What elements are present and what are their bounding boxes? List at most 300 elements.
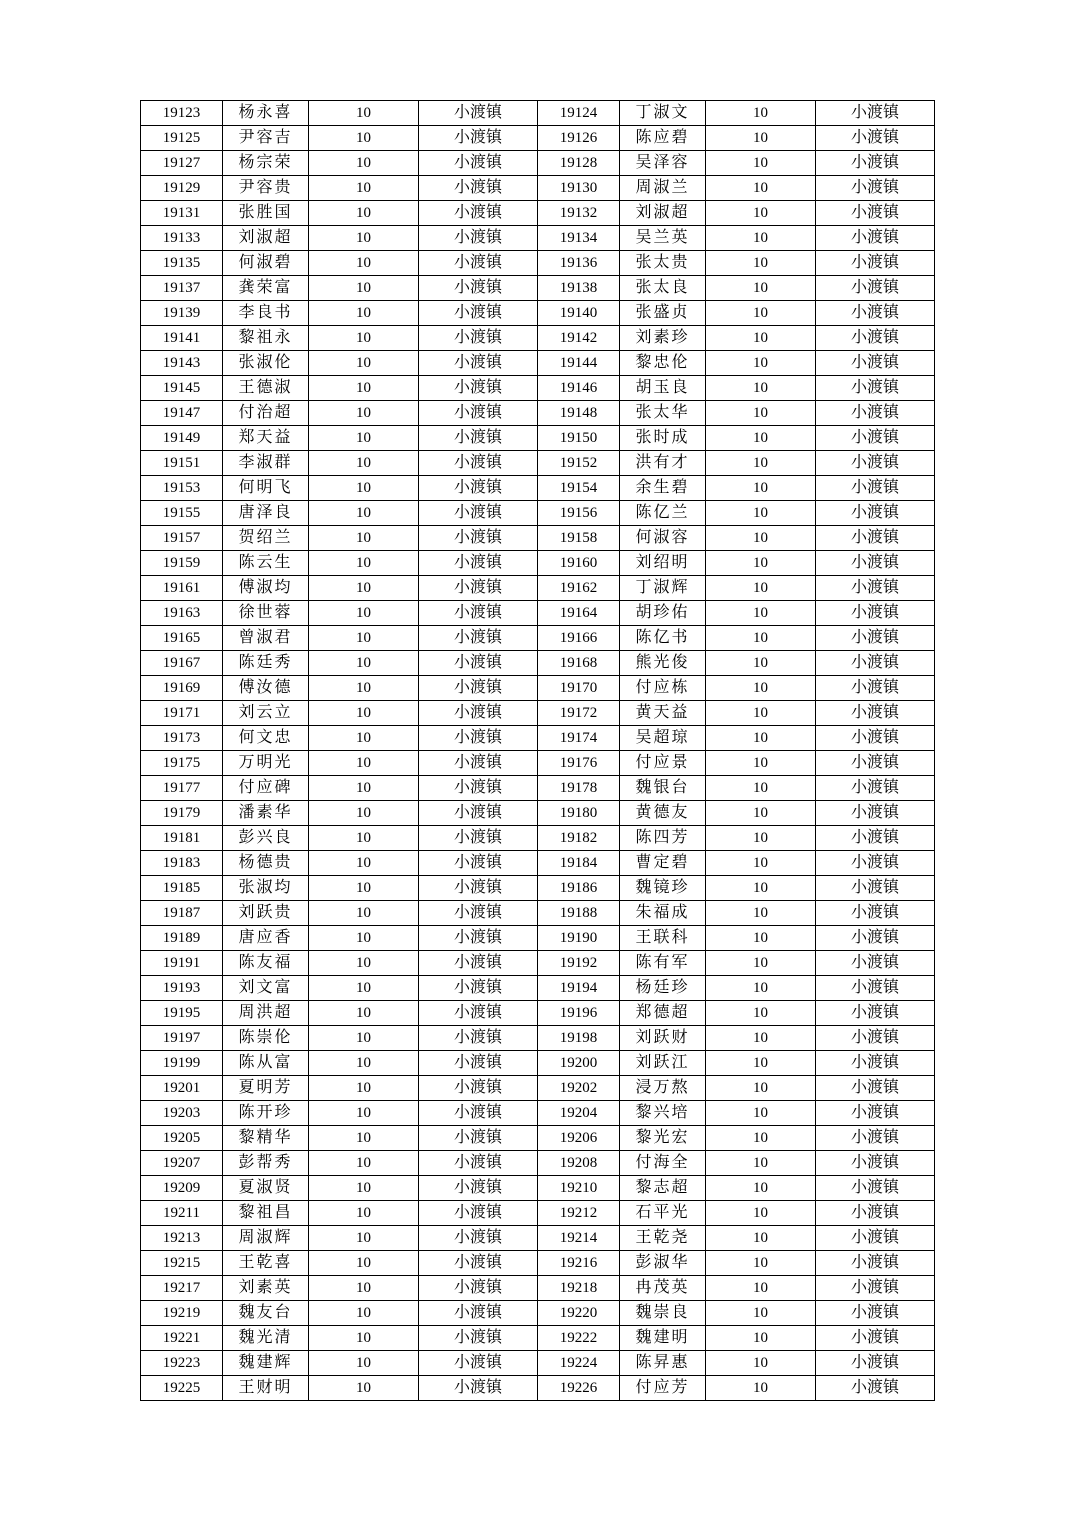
amount-cell: 10: [309, 1051, 419, 1076]
record-id-cell: 19140: [538, 301, 620, 326]
town-cell: 小渡镇: [816, 776, 935, 801]
record-name-cell: 曾淑君: [223, 626, 309, 651]
amount-cell: 10: [309, 501, 419, 526]
town-cell: 小渡镇: [816, 1351, 935, 1376]
table-row: [141, 1176, 935, 1201]
record-name-cell: 杨德贵: [223, 851, 309, 876]
record-id-cell: 19193: [141, 976, 223, 1001]
table-row: [141, 376, 935, 401]
table-row: [141, 601, 935, 626]
record-name-cell: 陈云生: [223, 551, 309, 576]
table-row: [141, 401, 935, 426]
record-name-cell: 杨宗荣: [223, 151, 309, 176]
town-cell: 小渡镇: [816, 876, 935, 901]
record-name-cell: 尹容吉: [223, 126, 309, 151]
record-name-cell: 吴泽容: [620, 151, 706, 176]
town-cell: 小渡镇: [419, 551, 538, 576]
amount-cell: 10: [706, 1376, 816, 1401]
town-cell: 小渡镇: [419, 1101, 538, 1126]
amount-cell: 10: [706, 1326, 816, 1351]
amount-cell: 10: [309, 526, 419, 551]
record-id-cell: 19226: [538, 1376, 620, 1401]
table-row: [141, 1026, 935, 1051]
record-name-cell: 夏明芳: [223, 1076, 309, 1101]
town-cell: 小渡镇: [419, 1076, 538, 1101]
town-cell: 小渡镇: [419, 751, 538, 776]
record-name-cell: 黎光宏: [620, 1126, 706, 1151]
record-id-cell: 19136: [538, 251, 620, 276]
amount-cell: 10: [706, 151, 816, 176]
record-id-cell: 19222: [538, 1326, 620, 1351]
record-name-cell: 陈开珍: [223, 1101, 309, 1126]
record-id-cell: 19169: [141, 676, 223, 701]
town-cell: 小渡镇: [816, 151, 935, 176]
town-cell: 小渡镇: [816, 701, 935, 726]
amount-cell: 10: [309, 126, 419, 151]
town-cell: 小渡镇: [419, 1326, 538, 1351]
town-cell: 小渡镇: [419, 1051, 538, 1076]
amount-cell: 10: [706, 1076, 816, 1101]
amount-cell: 10: [309, 326, 419, 351]
amount-cell: 10: [706, 851, 816, 876]
amount-cell: 10: [706, 976, 816, 1001]
record-name-cell: 尹容贵: [223, 176, 309, 201]
amount-cell: 10: [309, 901, 419, 926]
record-id-cell: 19179: [141, 801, 223, 826]
record-name-cell: 刘文富: [223, 976, 309, 1001]
record-name-cell: 曹定碧: [620, 851, 706, 876]
table-row: [141, 876, 935, 901]
town-cell: 小渡镇: [816, 1276, 935, 1301]
record-name-cell: 徐世蓉: [223, 601, 309, 626]
table-row: [141, 426, 935, 451]
town-cell: 小渡镇: [816, 426, 935, 451]
record-name-cell: 魏建明: [620, 1326, 706, 1351]
record-id-cell: 19173: [141, 726, 223, 751]
record-name-cell: 陈廷秀: [223, 651, 309, 676]
amount-cell: 10: [706, 176, 816, 201]
amount-cell: 10: [309, 426, 419, 451]
amount-cell: 10: [706, 926, 816, 951]
table-row: [141, 651, 935, 676]
amount-cell: 10: [309, 976, 419, 1001]
amount-cell: 10: [706, 276, 816, 301]
town-cell: 小渡镇: [816, 451, 935, 476]
record-id-cell: 19130: [538, 176, 620, 201]
record-name-cell: 何明飞: [223, 476, 309, 501]
amount-cell: 10: [309, 1001, 419, 1026]
table-row: [141, 551, 935, 576]
table-row: [141, 276, 935, 301]
table-row: [141, 726, 935, 751]
table-row: [141, 901, 935, 926]
town-cell: 小渡镇: [816, 1301, 935, 1326]
amount-cell: 10: [309, 601, 419, 626]
record-name-cell: 刘跃江: [620, 1051, 706, 1076]
amount-cell: 10: [706, 101, 816, 126]
record-id-cell: 19212: [538, 1201, 620, 1226]
amount-cell: 10: [309, 651, 419, 676]
table-row: [141, 1226, 935, 1251]
record-id-cell: 19194: [538, 976, 620, 1001]
town-cell: 小渡镇: [419, 801, 538, 826]
town-cell: 小渡镇: [816, 226, 935, 251]
record-name-cell: 刘素英: [223, 1276, 309, 1301]
town-cell: 小渡镇: [419, 1176, 538, 1201]
amount-cell: 10: [309, 926, 419, 951]
record-id-cell: 19128: [538, 151, 620, 176]
record-id-cell: 19143: [141, 351, 223, 376]
record-name-cell: 黎兴培: [620, 1101, 706, 1126]
amount-cell: 10: [706, 676, 816, 701]
record-name-cell: 刘云立: [223, 701, 309, 726]
record-name-cell: 吴超琼: [620, 726, 706, 751]
record-id-cell: 19167: [141, 651, 223, 676]
table-row: [141, 251, 935, 276]
record-id-cell: 19202: [538, 1076, 620, 1101]
record-name-cell: 张盛贞: [620, 301, 706, 326]
town-cell: 小渡镇: [419, 326, 538, 351]
record-id-cell: 19216: [538, 1251, 620, 1276]
town-cell: 小渡镇: [816, 801, 935, 826]
record-id-cell: 19131: [141, 201, 223, 226]
town-cell: 小渡镇: [816, 276, 935, 301]
table-row: [141, 701, 935, 726]
amount-cell: 10: [706, 1226, 816, 1251]
record-name-cell: 黎祖永: [223, 326, 309, 351]
town-cell: 小渡镇: [816, 676, 935, 701]
amount-cell: 10: [706, 601, 816, 626]
town-cell: 小渡镇: [816, 826, 935, 851]
amount-cell: 10: [706, 426, 816, 451]
town-cell: 小渡镇: [816, 901, 935, 926]
amount-cell: 10: [706, 1351, 816, 1376]
amount-cell: 10: [309, 1201, 419, 1226]
town-cell: 小渡镇: [816, 326, 935, 351]
record-id-cell: 19182: [538, 826, 620, 851]
record-name-cell: 付应芳: [620, 1376, 706, 1401]
amount-cell: 10: [706, 476, 816, 501]
amount-cell: 10: [706, 451, 816, 476]
amount-cell: 10: [309, 176, 419, 201]
record-name-cell: 傅淑均: [223, 576, 309, 601]
amount-cell: 10: [706, 1101, 816, 1126]
table-row: [141, 1301, 935, 1326]
record-id-cell: 19137: [141, 276, 223, 301]
record-id-cell: 19124: [538, 101, 620, 126]
town-cell: 小渡镇: [816, 476, 935, 501]
table-row: [141, 526, 935, 551]
town-cell: 小渡镇: [419, 1151, 538, 1176]
table-row: [141, 1276, 935, 1301]
record-name-cell: 何淑容: [620, 526, 706, 551]
record-id-cell: 19214: [538, 1226, 620, 1251]
record-id-cell: 19148: [538, 401, 620, 426]
record-name-cell: 熊光俊: [620, 651, 706, 676]
record-name-cell: 陈友福: [223, 951, 309, 976]
town-cell: 小渡镇: [816, 176, 935, 201]
town-cell: 小渡镇: [419, 876, 538, 901]
town-cell: 小渡镇: [419, 651, 538, 676]
record-id-cell: 19160: [538, 551, 620, 576]
table-row: [141, 576, 935, 601]
town-cell: 小渡镇: [816, 976, 935, 1001]
record-id-cell: 19218: [538, 1276, 620, 1301]
record-name-cell: 周淑辉: [223, 1226, 309, 1251]
record-name-cell: 黎忠伦: [620, 351, 706, 376]
amount-cell: 10: [706, 901, 816, 926]
town-cell: 小渡镇: [419, 251, 538, 276]
record-id-cell: 19205: [141, 1126, 223, 1151]
amount-cell: 10: [309, 726, 419, 751]
amount-cell: 10: [309, 576, 419, 601]
town-cell: 小渡镇: [816, 301, 935, 326]
record-id-cell: 19208: [538, 1151, 620, 1176]
town-cell: 小渡镇: [419, 376, 538, 401]
amount-cell: 10: [309, 626, 419, 651]
table-row: [141, 326, 935, 351]
record-id-cell: 19168: [538, 651, 620, 676]
amount-cell: 10: [706, 651, 816, 676]
table-row: [141, 1326, 935, 1351]
town-cell: 小渡镇: [419, 701, 538, 726]
amount-cell: 10: [706, 1026, 816, 1051]
record-id-cell: 19135: [141, 251, 223, 276]
town-cell: 小渡镇: [419, 901, 538, 926]
amount-cell: 10: [706, 951, 816, 976]
record-id-cell: 19156: [538, 501, 620, 526]
record-id-cell: 19159: [141, 551, 223, 576]
record-id-cell: 19183: [141, 851, 223, 876]
record-name-cell: 张太华: [620, 401, 706, 426]
town-cell: 小渡镇: [419, 401, 538, 426]
town-cell: 小渡镇: [419, 276, 538, 301]
town-cell: 小渡镇: [419, 1026, 538, 1051]
town-cell: 小渡镇: [816, 1251, 935, 1276]
town-cell: 小渡镇: [816, 851, 935, 876]
amount-cell: 10: [706, 726, 816, 751]
town-cell: 小渡镇: [816, 1051, 935, 1076]
town-cell: 小渡镇: [816, 401, 935, 426]
record-name-cell: 陈四芳: [620, 826, 706, 851]
table-row: [141, 676, 935, 701]
town-cell: 小渡镇: [816, 1376, 935, 1401]
record-id-cell: 19200: [538, 1051, 620, 1076]
record-id-cell: 19191: [141, 951, 223, 976]
town-cell: 小渡镇: [816, 376, 935, 401]
record-id-cell: 19170: [538, 676, 620, 701]
record-id-cell: 19129: [141, 176, 223, 201]
town-cell: 小渡镇: [816, 1326, 935, 1351]
town-cell: 小渡镇: [419, 476, 538, 501]
record-id-cell: 19150: [538, 426, 620, 451]
record-name-cell: 魏银台: [620, 776, 706, 801]
amount-cell: 10: [309, 1226, 419, 1251]
amount-cell: 10: [706, 626, 816, 651]
record-name-cell: 陈亿书: [620, 626, 706, 651]
table-row: [141, 1076, 935, 1101]
amount-cell: 10: [706, 401, 816, 426]
record-name-cell: 李良书: [223, 301, 309, 326]
record-id-cell: 19219: [141, 1301, 223, 1326]
town-cell: 小渡镇: [816, 551, 935, 576]
record-name-cell: 丁淑文: [620, 101, 706, 126]
town-cell: 小渡镇: [419, 951, 538, 976]
table-row: [141, 926, 935, 951]
table-row: [141, 826, 935, 851]
record-id-cell: 19198: [538, 1026, 620, 1051]
record-name-cell: 魏镜珍: [620, 876, 706, 901]
record-id-cell: 19203: [141, 1101, 223, 1126]
town-cell: 小渡镇: [816, 251, 935, 276]
town-cell: 小渡镇: [419, 1376, 538, 1401]
record-name-cell: 张太良: [620, 276, 706, 301]
record-name-cell: 杨廷珍: [620, 976, 706, 1001]
table-row: [141, 851, 935, 876]
record-name-cell: 黎祖昌: [223, 1201, 309, 1226]
table-row: [141, 1376, 935, 1401]
amount-cell: 10: [706, 226, 816, 251]
town-cell: 小渡镇: [816, 526, 935, 551]
town-cell: 小渡镇: [816, 1001, 935, 1026]
record-id-cell: 19165: [141, 626, 223, 651]
record-name-cell: 何淑碧: [223, 251, 309, 276]
record-id-cell: 19149: [141, 426, 223, 451]
record-name-cell: 魏光清: [223, 1326, 309, 1351]
record-name-cell: 黎精华: [223, 1126, 309, 1151]
record-name-cell: 贺绍兰: [223, 526, 309, 551]
record-name-cell: 李淑群: [223, 451, 309, 476]
amount-cell: 10: [309, 801, 419, 826]
town-cell: 小渡镇: [816, 601, 935, 626]
record-name-cell: 陈有军: [620, 951, 706, 976]
table-row: [141, 1001, 935, 1026]
record-name-cell: 王乾尧: [620, 1226, 706, 1251]
record-id-cell: 19145: [141, 376, 223, 401]
amount-cell: 10: [706, 351, 816, 376]
record-name-cell: 刘淑超: [223, 226, 309, 251]
amount-cell: 10: [706, 526, 816, 551]
amount-cell: 10: [309, 951, 419, 976]
record-name-cell: 张胜国: [223, 201, 309, 226]
record-name-cell: 付应碑: [223, 776, 309, 801]
record-id-cell: 19213: [141, 1226, 223, 1251]
town-cell: 小渡镇: [419, 426, 538, 451]
amount-cell: 10: [309, 101, 419, 126]
record-name-cell: 浸万熬: [620, 1076, 706, 1101]
record-id-cell: 19220: [538, 1301, 620, 1326]
record-id-cell: 19151: [141, 451, 223, 476]
record-id-cell: 19184: [538, 851, 620, 876]
record-name-cell: 陈亿兰: [620, 501, 706, 526]
amount-cell: 10: [309, 851, 419, 876]
amount-cell: 10: [706, 576, 816, 601]
record-id-cell: 19189: [141, 926, 223, 951]
record-id-cell: 19163: [141, 601, 223, 626]
record-name-cell: 夏淑贤: [223, 1176, 309, 1201]
amount-cell: 10: [706, 1301, 816, 1326]
record-id-cell: 19158: [538, 526, 620, 551]
record-name-cell: 付应栋: [620, 676, 706, 701]
record-name-cell: 傅汝德: [223, 676, 309, 701]
record-name-cell: 胡玉良: [620, 376, 706, 401]
table-row: [141, 176, 935, 201]
town-cell: 小渡镇: [419, 301, 538, 326]
table-row: [141, 1151, 935, 1176]
record-id-cell: 19196: [538, 1001, 620, 1026]
town-cell: 小渡镇: [816, 651, 935, 676]
amount-cell: 10: [706, 801, 816, 826]
amount-cell: 10: [309, 1076, 419, 1101]
record-name-cell: 黄德友: [620, 801, 706, 826]
amount-cell: 10: [309, 826, 419, 851]
town-cell: 小渡镇: [419, 201, 538, 226]
record-name-cell: 杨永喜: [223, 101, 309, 126]
record-id-cell: 19171: [141, 701, 223, 726]
amount-cell: 10: [706, 1051, 816, 1076]
town-cell: 小渡镇: [419, 151, 538, 176]
record-name-cell: 陈从富: [223, 1051, 309, 1076]
record-name-cell: 丁淑辉: [620, 576, 706, 601]
town-cell: 小渡镇: [816, 101, 935, 126]
record-id-cell: 19224: [538, 1351, 620, 1376]
record-id-cell: 19188: [538, 901, 620, 926]
amount-cell: 10: [309, 1326, 419, 1351]
record-id-cell: 19142: [538, 326, 620, 351]
town-cell: 小渡镇: [419, 851, 538, 876]
amount-cell: 10: [309, 676, 419, 701]
table-row: [141, 476, 935, 501]
amount-cell: 10: [706, 326, 816, 351]
amount-cell: 10: [706, 1251, 816, 1276]
record-id-cell: 19161: [141, 576, 223, 601]
record-name-cell: 刘绍明: [620, 551, 706, 576]
record-id-cell: 19125: [141, 126, 223, 151]
record-name-cell: 彭帮秀: [223, 1151, 309, 1176]
amount-cell: 10: [309, 226, 419, 251]
record-id-cell: 19225: [141, 1376, 223, 1401]
record-id-cell: 19144: [538, 351, 620, 376]
record-id-cell: 19147: [141, 401, 223, 426]
record-name-cell: 黄天益: [620, 701, 706, 726]
record-name-cell: 周淑兰: [620, 176, 706, 201]
amount-cell: 10: [309, 701, 419, 726]
amount-cell: 10: [706, 1151, 816, 1176]
amount-cell: 10: [309, 376, 419, 401]
town-cell: 小渡镇: [816, 501, 935, 526]
record-name-cell: 洪有才: [620, 451, 706, 476]
town-cell: 小渡镇: [419, 1226, 538, 1251]
amount-cell: 10: [309, 1376, 419, 1401]
record-id-cell: 19127: [141, 151, 223, 176]
record-id-cell: 19162: [538, 576, 620, 601]
table-row: [141, 1101, 935, 1126]
amount-cell: 10: [706, 201, 816, 226]
record-id-cell: 19126: [538, 126, 620, 151]
record-name-cell: 唐泽良: [223, 501, 309, 526]
table-row: [141, 751, 935, 776]
record-name-cell: 魏崇良: [620, 1301, 706, 1326]
town-cell: 小渡镇: [419, 176, 538, 201]
record-id-cell: 19178: [538, 776, 620, 801]
record-name-cell: 魏友台: [223, 1301, 309, 1326]
town-cell: 小渡镇: [419, 351, 538, 376]
amount-cell: 10: [309, 1026, 419, 1051]
amount-cell: 10: [309, 1251, 419, 1276]
record-id-cell: 19141: [141, 326, 223, 351]
table-row: [141, 976, 935, 1001]
table-row: [141, 201, 935, 226]
